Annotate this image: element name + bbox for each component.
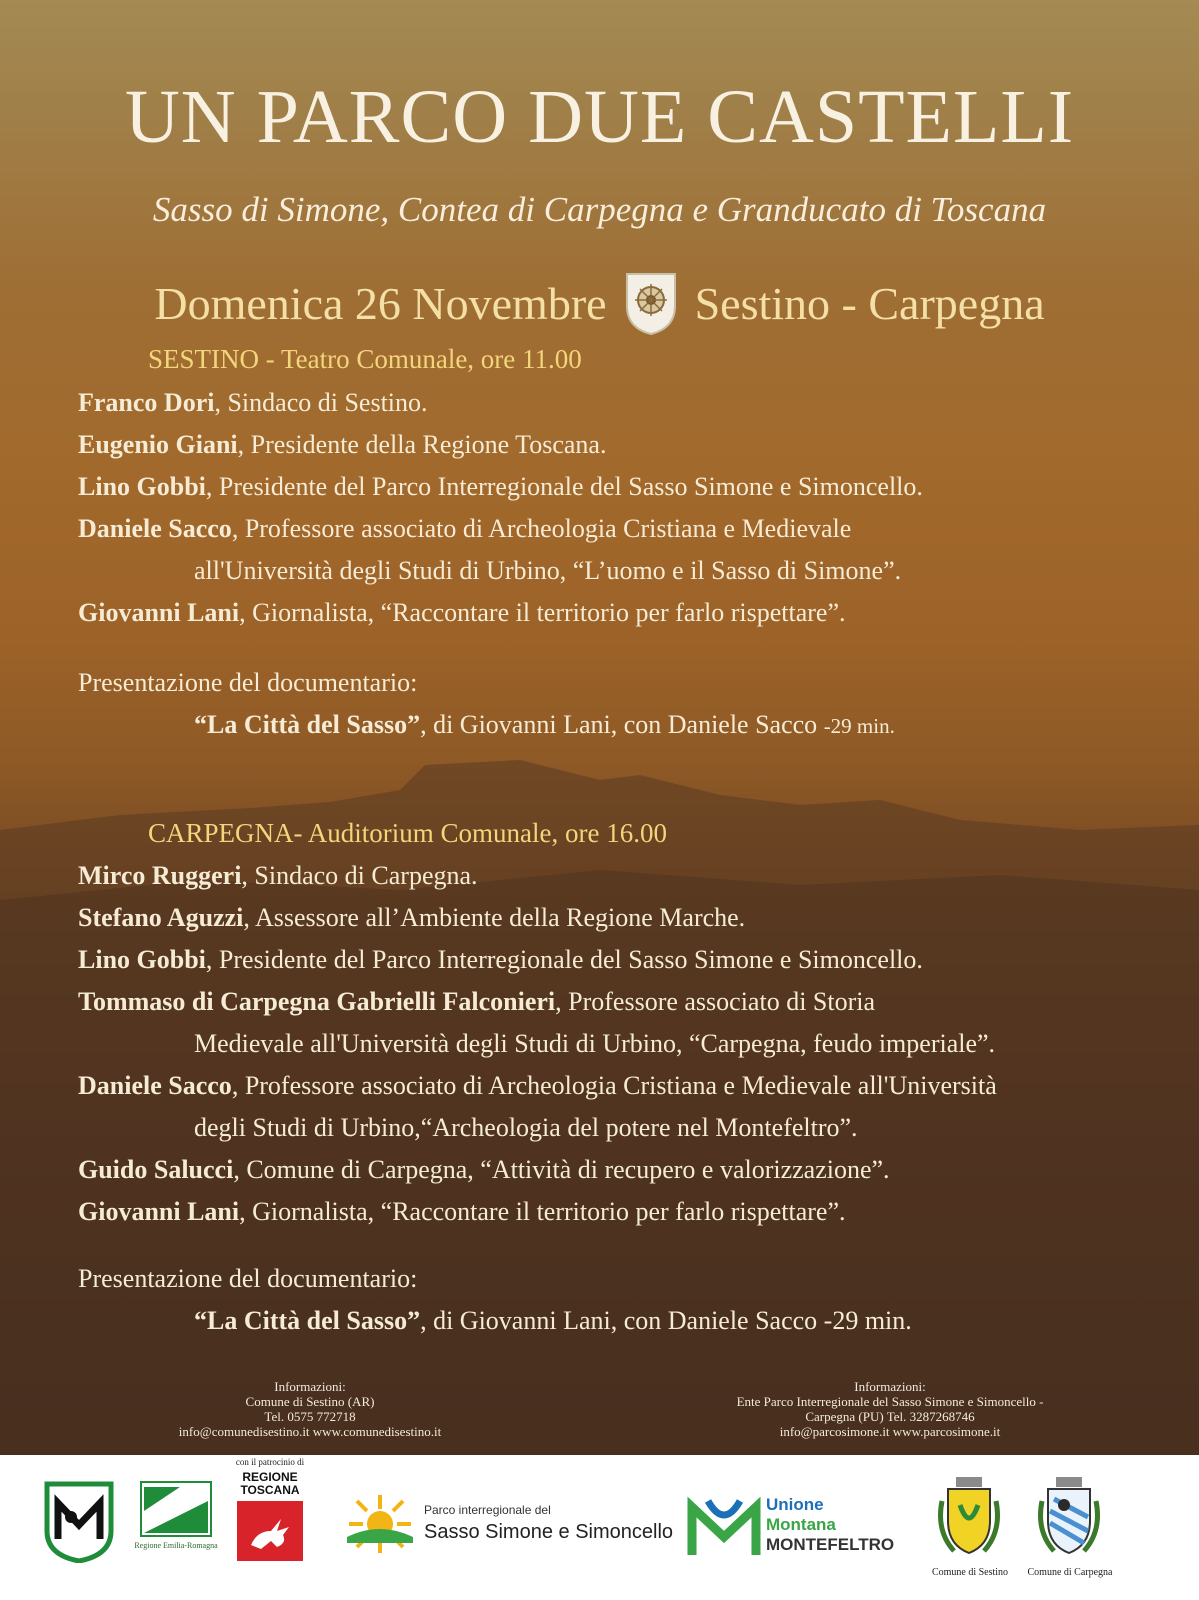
speaker-role: , Professore associato di Archeologia Cristiana e Medievale all'Università — [231, 1071, 997, 1100]
speaker-line — [78, 903, 745, 933]
poster-subtitle: Sasso di Simone, Contea di Carpegna e Granducato di Toscana — [152, 190, 1047, 229]
carpegna-heading: CARPEGNA- Auditorium Comunale, ore 16.00 — [148, 818, 667, 848]
speaker-role: , Professore associato di Storia — [555, 987, 876, 1016]
speaker-name: Eugenio Giani — [78, 430, 238, 459]
comune-sestino-caption: Comune di Sestino — [931, 1567, 1009, 1578]
documentary-intro: Presentazione del documentario: — [78, 668, 418, 697]
date-line — [0, 270, 1199, 336]
speaker-role: , Giornalista, “Raccontare il territorio per farlo rispettare”. — [239, 598, 846, 627]
speaker-name: Stefano Aguzzi — [78, 903, 244, 932]
unione-montana-icon — [686, 1493, 762, 1557]
info-heading: Informazioni: — [274, 1379, 346, 1394]
speaker-role: , Assessore all’Ambiente della Regione Marche. — [243, 903, 746, 932]
sestino-heading: SESTINO - Teatro Comunale, ore 11.00 — [148, 344, 582, 374]
unione-line-2: Montana — [766, 1515, 836, 1534]
sestino-coat-of-arms-icon — [934, 1471, 1004, 1563]
documentary-duration: -29 min. — [823, 714, 895, 738]
info-heading: Informazioni: — [854, 1379, 926, 1394]
speaker-role: , Sindaco di Sestino. — [214, 388, 428, 417]
comune-carpegna-caption: Comune di Carpegna — [1027, 1567, 1113, 1578]
speaker-line — [78, 598, 846, 628]
info-address: Comune di Sestino (AR) — [245, 1394, 375, 1409]
speaker-name: Guido Salucci — [78, 1155, 234, 1184]
toscana-line-2: TOSCANA — [240, 1483, 300, 1497]
speaker-name: Lino Gobbi — [78, 945, 206, 974]
toscana-line-1: REGIONE — [242, 1470, 298, 1484]
speaker-name: Daniele Sacco — [78, 1071, 232, 1100]
pegasus-icon — [237, 1501, 303, 1561]
info-phone: Carpegna (PU) Tel. 3287268746 — [805, 1409, 975, 1424]
speaker-role: , Presidente del Parco Interregionale del Sasso Simone e Simoncello. — [205, 472, 923, 501]
speaker-line — [78, 388, 428, 418]
info-parco — [680, 1379, 1100, 1439]
documentary-line — [194, 710, 895, 740]
speaker-line — [78, 861, 478, 891]
speaker-line — [78, 945, 923, 975]
speaker-role-continued: Medievale all'Università degli Studi di Urbino, “Carpegna, feudo imperiale”. — [194, 1029, 996, 1058]
documentary-title: “La Città del Sasso” — [194, 710, 421, 739]
unione-line-3: MONTEFELTRO — [766, 1535, 895, 1554]
parco-label-small: Parco interregionale del — [424, 1503, 551, 1517]
comunita-montana-logo — [44, 1481, 114, 1563]
info-sestino — [140, 1379, 480, 1439]
sun-icon — [345, 1491, 415, 1557]
crest-icon — [623, 270, 679, 336]
speaker-line — [78, 1155, 890, 1185]
regione-toscana-text — [230, 1471, 310, 1497]
speaker-name: Giovanni Lani — [78, 1197, 240, 1226]
speaker-name: Lino Gobbi — [78, 472, 206, 501]
documentary-credits: , di Giovanni Lani, con Daniele Sacco — [420, 710, 824, 739]
emilia-romagna-logo — [140, 1481, 212, 1537]
info-address: Ente Parco Interregionale del Sasso Simone e Simoncello - — [736, 1394, 1044, 1409]
documentary-credits: , di Giovanni Lani, con Daniele Sacco -29 min. — [420, 1306, 912, 1335]
emilia-romagna-caption: Regione Emilia-Romagna — [134, 1541, 218, 1550]
event-date: Domenica 26 Novembre — [154, 277, 607, 329]
logo-strip — [0, 1455, 1199, 1600]
parco-label-big: Sasso Simone e Simoncello — [424, 1521, 674, 1543]
speaker-name: Franco Dori — [78, 388, 215, 417]
speaker-role-continued: all'Università degli Studi di Urbino, “L’uomo e il Sasso di Simone”. — [194, 556, 902, 585]
speaker-line — [78, 430, 606, 460]
speaker-line — [78, 1197, 846, 1227]
unione-line-1: Unione — [766, 1495, 824, 1514]
speaker-name: Daniele Sacco — [78, 514, 232, 543]
speaker-role-continued: degli Studi di Urbino,“Archeologia del potere nel Montefeltro”. — [194, 1113, 858, 1142]
event-places: Sestino - Carpegna — [694, 277, 1045, 329]
speaker-role: , Professore associato di Archeologia Cristiana e Medievale — [231, 514, 852, 543]
info-phone: Tel. 0575 772718 — [264, 1409, 356, 1424]
speaker-role: , Presidente del Parco Interregionale del Sasso Simone e Simoncello. — [205, 945, 923, 974]
speaker-role: , Presidente della Regione Toscana. — [237, 430, 607, 459]
speaker-role: , Comune di Carpegna, “Attività di recupero e valorizzazione”. — [233, 1155, 890, 1184]
unione-montana-text — [766, 1495, 894, 1555]
info-contacts: info@parcosimone.it www.parcosimone.it — [779, 1424, 1001, 1439]
documentary-title: “La Città del Sasso” — [194, 1306, 421, 1335]
speaker-line — [78, 1071, 997, 1101]
speaker-line — [78, 987, 875, 1017]
speaker-name: Tommaso di Carpegna Gabrielli Falconieri — [78, 987, 556, 1016]
speaker-name: Mirco Ruggeri — [78, 861, 242, 890]
speaker-line — [78, 514, 851, 544]
poster-title: UN PARCO DUE CASTELLI — [124, 75, 1075, 159]
patrocinio-label: con il patrocinio di — [235, 1457, 305, 1467]
speaker-role: , Sindaco di Carpegna. — [241, 861, 478, 890]
documentary-intro: Presentazione del documentario: — [78, 1264, 418, 1293]
speaker-line — [78, 472, 923, 502]
info-contacts: info@comunedisestino.it www.comunedisestino.it — [178, 1424, 442, 1439]
speaker-role: , Giornalista, “Raccontare il territorio per farlo rispettare”. — [239, 1197, 846, 1226]
documentary-line — [194, 1306, 912, 1336]
speaker-name: Giovanni Lani — [78, 598, 240, 627]
carpegna-coat-of-arms-icon — [1034, 1471, 1104, 1563]
